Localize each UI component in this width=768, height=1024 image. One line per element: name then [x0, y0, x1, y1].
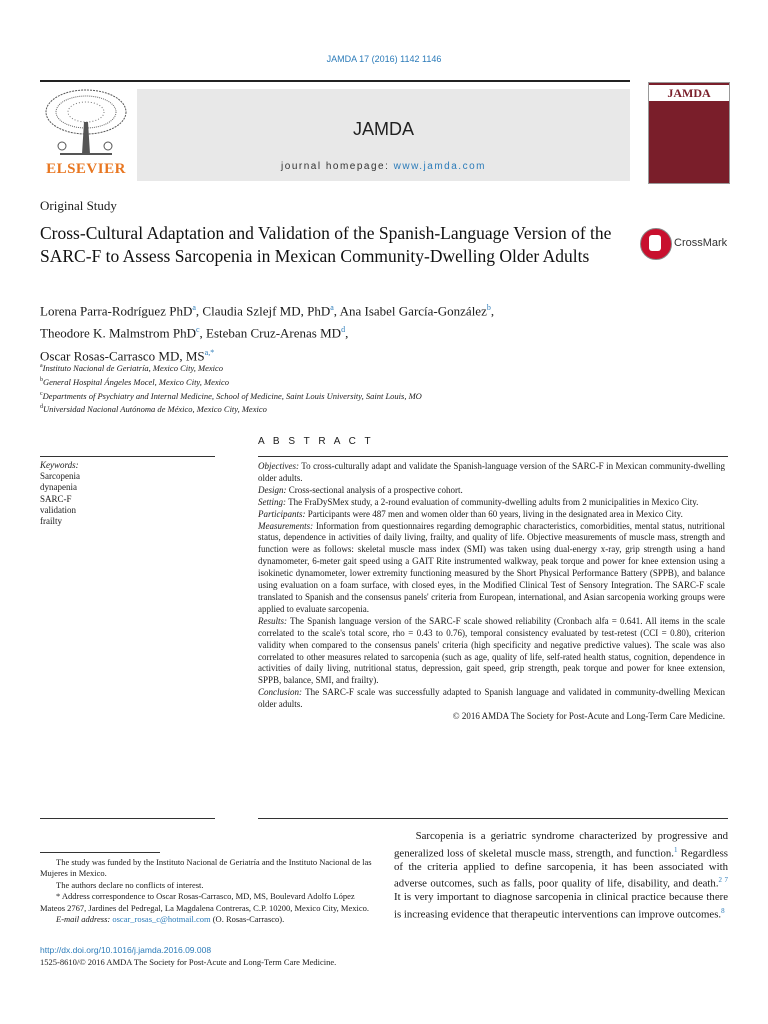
elsevier-logo	[40, 86, 132, 178]
journal-homepage	[137, 161, 630, 172]
author-affil-link[interactable]: c	[195, 325, 200, 335]
affil-mark: c	[40, 390, 43, 397]
body-sentence: Regardless of the criteria applied to define sarcopenia, it has been associated with adverse outcomes, such as falls, poor quality of life, disability, and death.	[394, 847, 728, 890]
body-sentence: Sarcopenia is a geriatric syndrome characterized by progressive and generalized loss of skeletal muscle mass, strength, and function.	[394, 830, 728, 860]
abstract-text: The SARC-F scale was successfully adapted to Spanish language and validated in community-dwelling Mexican older adults.	[258, 687, 725, 710]
cover-title: JAMDA	[649, 85, 729, 101]
author-affil-link[interactable]: a	[330, 303, 334, 312]
intro-paragraph	[394, 830, 728, 922]
abstract-label: Measurements:	[258, 520, 314, 531]
footnotes	[40, 857, 375, 925]
abstract-text: To cross-culturally adapt and validate the Spanish-language version of the SARC-F in Mexican community-dwelling older adults.	[258, 461, 725, 483]
homepage-label: journal homepage:	[281, 161, 390, 172]
crossmark-label: CrossMark	[674, 237, 728, 249]
author-affil-link[interactable]: b	[486, 303, 491, 312]
homepage-link[interactable]: www.jamda.com	[393, 161, 486, 172]
journal-citation[interactable]: JAMDA 17 (2016) 1142 1146	[326, 54, 442, 64]
keyword: dynapenia	[40, 482, 77, 493]
keywords-heading: Keywords:	[40, 460, 79, 470]
author: Oscar Rosas-Carrasco MD, MS	[40, 347, 205, 363]
header-rule	[40, 80, 630, 82]
keyword: Sarcopenia	[40, 471, 80, 482]
abstract-text: Cross-sectional analysis of a prospective cohort.	[288, 484, 463, 495]
author: Claudia Szlejf MD, PhD	[202, 303, 331, 319]
author: Ana Isabel García-González	[339, 303, 487, 319]
abstract-section	[258, 485, 725, 497]
footnote-email	[40, 914, 375, 925]
keywords-box	[40, 460, 215, 527]
elsevier-tree-icon	[40, 86, 132, 158]
author-list	[40, 298, 640, 365]
author-sep: ,	[345, 325, 349, 341]
email-label: E-mail address:	[56, 914, 111, 925]
email-link[interactable]: oscar_rosas_c@hotmail.com	[112, 914, 211, 925]
affil-text: Instituto Nacional de Geriatría, Mexico City, Mexico	[42, 362, 224, 373]
crossmark-icon	[640, 228, 672, 260]
divider	[40, 456, 215, 457]
author-sep: ,	[490, 303, 495, 319]
author-affil-link[interactable]: a,*	[204, 347, 215, 357]
abstract-text: Participants were 487 men and women older than 60 years, living in the designated area in Mexico City.	[307, 508, 683, 519]
crossmark-button[interactable]	[640, 228, 730, 260]
footnote-correspondence: * Address correspondence to Oscar Rosas-Carrasco, MD, MS, Boulevard Adolfo López Mateos 2767, Jardines del Pedregal, La Magdalena Contreras, C.P. 10200, Mexico City, Mexico.	[40, 891, 369, 913]
abstract-label: Objectives:	[258, 461, 299, 471]
author: Esteban Cruz-Arenas MD	[206, 325, 342, 341]
footnote-rule	[40, 852, 160, 853]
journal-banner	[137, 89, 630, 181]
author-sep: ,	[195, 303, 203, 319]
reference-link[interactable]: 8	[721, 906, 725, 915]
affil-mark: d	[40, 404, 43, 411]
affil-mark: a	[40, 363, 43, 369]
elsevier-wordmark: ELSEVIER	[46, 161, 126, 177]
affil-text: General Hospital Ángeles Mocel, Mexico City, Mexico	[43, 376, 229, 387]
journal-name: JAMDA	[352, 119, 414, 139]
abstract-label: Participants:	[258, 508, 306, 519]
abstract-heading: A B S T R A C T	[258, 436, 374, 447]
affil-text: Universidad Nacional Autónoma de México, Mexico City, Mexico	[43, 404, 267, 415]
issn-line: 1525-8610/© 2016 AMDA The Society for Post-Acute and Long-Term Care Medicine.	[40, 957, 337, 967]
reference-link[interactable]: 2 7	[718, 876, 729, 885]
abstract-text: The FraDySMex study, a 2-round evaluation of community-dwelling adults from 2 municipalities in Mexico City.	[288, 496, 699, 507]
abstract-section	[258, 497, 725, 509]
abstract-label: Design:	[258, 484, 287, 495]
article-type: Original Study	[40, 198, 117, 213]
affiliation	[40, 360, 640, 374]
author: Lorena Parra-Rodríguez PhD	[40, 303, 193, 319]
affiliation	[40, 374, 640, 388]
body-sentence: It is very important to diagnose sarcopenia in clinical practice because there is increasing evidence that therapeutic interventions can improve outcomes.	[394, 891, 728, 921]
doi-link[interactable]: http://dx.doi.org/10.1016/j.jamda.2016.09.008	[40, 945, 212, 955]
keyword: validation	[40, 504, 76, 515]
abstract-section	[258, 616, 725, 687]
footnote-conflicts: The authors declare no conflicts of interest.	[56, 879, 204, 890]
author: Theodore K. Malmstrom PhD	[40, 325, 196, 341]
divider	[258, 456, 728, 457]
abstract-text: The Spanish language version of the SARC-F scale showed reliability (Cronbach alfa = 0.641. All items in the scale correlated to the scale's total score, rho = 0.43 to 0.76), temporal consistency evaluated by test-retest (CCI = 0.80), criterion validity when compared to the consensus panels' criteria (high specificity and negative predictive values). The scale was also correlated to other measures related to sarcopenia (such as age, quality of life, self-rated health status, cognition, dependence in activities of daily living, nutritional status, depression, gait speed, grip strength, peak torque and power for knee extension, SPPB, balance, SMI, and frailty).	[258, 615, 725, 686]
email-suffix: (O. Rosas-Carrasco).	[212, 914, 285, 925]
abstract-section	[258, 687, 725, 711]
keyword: frailty	[40, 516, 62, 527]
divider	[258, 818, 728, 819]
author-sep: ,	[333, 303, 340, 319]
affiliation	[40, 388, 640, 402]
abstract-body	[258, 461, 725, 723]
reference-link[interactable]: 1	[674, 845, 678, 854]
author-sep: ,	[199, 325, 207, 341]
abstract-copyright: © 2016 AMDA The Society for Post-Acute and Long-Term Care Medicine.	[452, 711, 725, 722]
keyword: SARC-F	[40, 493, 72, 504]
abstract-label: Conclusion:	[258, 687, 302, 698]
abstract-section	[258, 509, 725, 521]
abstract-text: Information from questionnaires regarding demographic characteristics, comorbidities, mental status, nutritional status, dependence in activities of daily living, frailty, and quality of life. Objective measurements of muscle mass, strength and function were as follows: skeletal muscle mass index (SMI) was taken using dual-energy x-ray, grip strength using a hand dynamometer, 6-meter gait speed using a GAIT Rite instrumented walkway, peak torque and power for knee extension using a isokinetic dynamometer, lower extremity functioning measured by the Short Physical Performance Battery (SPPB), and balance using evaluation on a foam surface, with closed eyes, in the Modified Clinical Test of Sensory Integration. The SARC-F scale translated to Spanish and the consensus panels' criteria from European, international, and Asian sarcopenia working groups were applied to evaluate sarcopenia.	[258, 520, 726, 614]
abstract-label: Results:	[258, 615, 287, 626]
affil-mark: b	[40, 376, 43, 383]
footnote-funding: The study was funded by the Instituto Nacional de Geriatría and the Instituto Nacional de las Mujeres in Mexico.	[40, 857, 372, 879]
affiliation	[40, 401, 640, 415]
article-title: Cross-Cultural Adaptation and Validation of the Spanish-Language Version of the SARC-F to Assess Sarcopenia in Mexican Community-Dwelling Older Adults	[40, 223, 612, 266]
divider	[40, 818, 215, 819]
author-affil-link[interactable]: d	[341, 325, 346, 335]
affiliations	[40, 360, 640, 415]
abstract-section	[258, 521, 725, 616]
journal-cover-thumbnail[interactable]	[648, 82, 730, 184]
author-affil-link[interactable]: a	[192, 303, 196, 312]
abstract-section	[258, 461, 725, 485]
abstract-label: Setting:	[258, 496, 286, 507]
affil-text: Departments of Psychiatry and Internal Medicine, School of Medicine, Saint Louis University, Saint Louis, MO	[42, 390, 422, 401]
